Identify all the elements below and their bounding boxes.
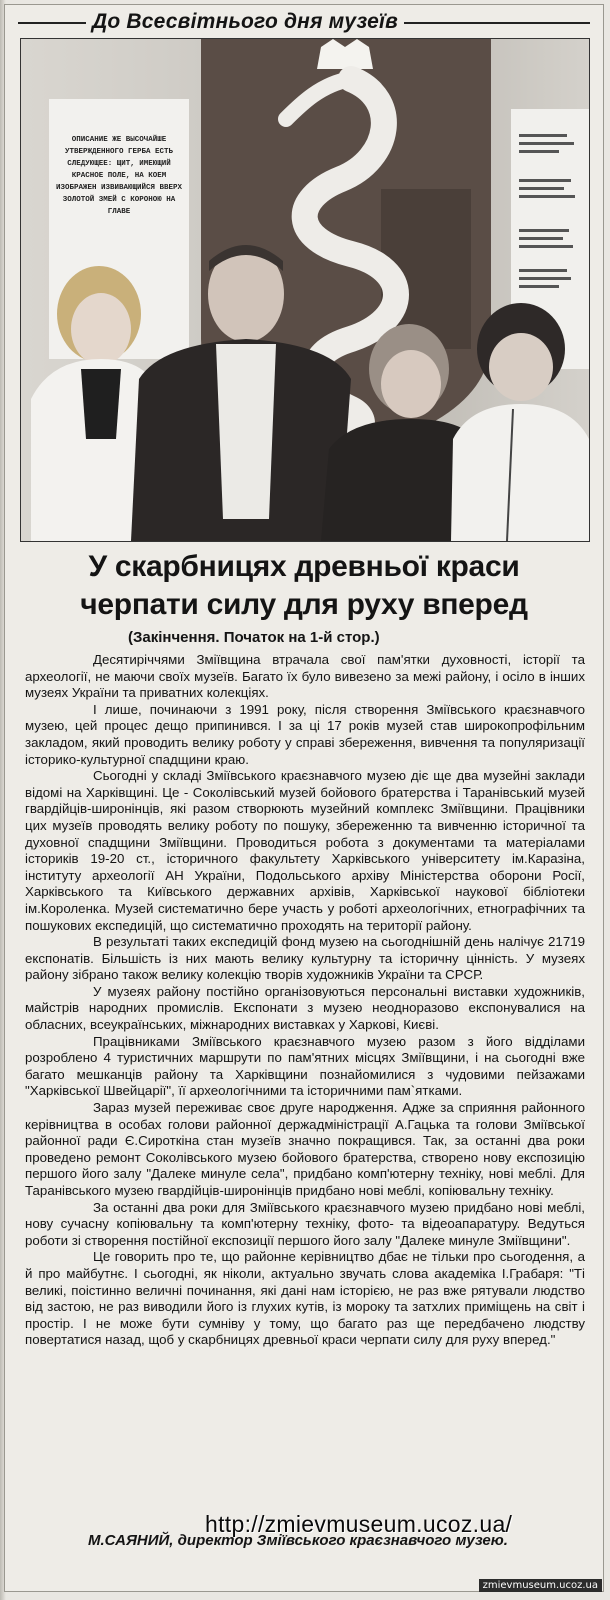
article-paragraph: Сьогодні у складі Зміївського краєзнавчого музею діє ще два музейні заклади відомі на Харківщині. Це - Соколівський музей бойового братерства і Таранівський музей гвардійців-широнінців, які разом створюють музейний комплекс Зміївщини. Працівники цих музеїв проводять велику роботу по пошуку, збереженню та вивченню історичної та духовної спадщини Зміївщини. Проводиться робота з документами та матеріалами істориків 19-20 ст., історичного факультету Харківського університету ім.Каразіна, інституту археології АН України, Подольського архіву Міністерства оборони Росії, Харківського та Київського державних архівів, Харківської наукової бібліотеки ім.Короленка. Музей систематично бере участь у роботі археологічних, етнографічних та пошукових експедицій, що систематично проходять на території району.: [25, 768, 585, 933]
article-paragraph: Це говорить про те, що районне керівництво дбає не тільки про сьогодення, а й про майбутнє. І сьогодні, як ніколи, актуально звучать слова академіка І.Грабаря: "Ті великі, поістинно величні починання, які дані нам історією, не раз вже рятували людство від застою, не раз виводили його із глухих кутів, із мороку та затхлих приміщень на світ і простір. І не може бути сумніву у тому, що багато раз ще передбачено людству повертатися назад, щоб у скарбницях древньої краси черпати силу для руху вперед.": [25, 1249, 585, 1348]
group-photo: [20, 38, 590, 542]
article-paragraph: І лише, починаючи з 1991 року, після створення Зміївського краєзнавчого музею, цей процес дещо припинився. І за ці 17 років музей став широкопрофільним закладом, який проводить велику роботу у справі збереження, вивчення та популяризації історико-культурної спадщини краю.: [25, 701, 585, 767]
photo-illustration: [21, 39, 589, 541]
article-paragraph: Працівниками Зміївського краєзнавчого музею разом з його відділами розроблено 4 туристичних маршрути по пам'ятних місцях Зміївщини, і на сьогодні вже багато мешканців району та Харківщини познайомилися з чудовими пейзажами "Харківської Швейцарії", її археологічними та історичними пам`ятками.: [25, 1033, 585, 1099]
article-paragraph: За останні два роки для Зміївського краєзнавчого музею придбано нові меблі, нову сучасну копіювальну та комп'ютерну техніку, фото- та відеоапаратуру. Ведуться роботи зі створення постійної експозиції першого його залу "Далеке минуле Зміївщини".: [25, 1199, 585, 1248]
rubric-header: [8, 8, 600, 38]
headline-line-1: У скарбницях древньої краси: [88, 550, 520, 583]
article-paragraph: Десятиріччями Зміївщина втрачала свої пам'ятки духовності, історії та археології, не маючи своїх музеїв. Багато їх було вивезено за межі району, і осіло в інших музеях України та приватних колекціях.: [25, 652, 585, 701]
article-continuation-note: (Закінчення. Початок на 1-й стор.): [128, 629, 380, 646]
poster-left-text: ОПИСАНИЕ ЖЕ ВЫСОЧАЙШЕ УТВЕРЖДЕННОГО ГЕРБА ЕСТЬ СЛЕДУЮЩЕЕ: ЩИТ, ИМЕЮЩИЙ КРАСНОЕ ПОЛЕ, НА КОЕМ ИЗОБРАЖЕН ИЗВИВАЮЩИЙСЯ ВВЕРХ ЗОЛОТОЙ ЗМЕЙ С КОРОНОЮ НА ГЛАВЕ: [55, 136, 183, 216]
article-paragraph: В результаті таких експедицій фонд музею на сьогоднішній день налічує 21719 експонатів. Більшість із них мають велику культурну та історичну цінність. У музеях району зібрано також велику колекцію творів художників України та СРСР.: [25, 934, 585, 983]
article-body: [25, 652, 585, 1349]
headline-line-2: черпати силу для руху вперед: [80, 588, 528, 621]
site-watermark: zmievmuseum.ucoz.ua: [479, 1579, 602, 1592]
article-headline: [20, 548, 588, 624]
author-signature: М.САЯНИЙ, директор Зміївського краєзнавчого музею.: [88, 1532, 508, 1549]
article-paragraph: Зараз музей переживає своє друге народження. Адже за сприяння районного керівництва в особах голови районної держадміністрації А.Гацька та голови Зміївської районної ради Є.Сироткіна стан музеїв значно покращився. Так, за останні два роки проведено ремонт Соколівського музею бойового братерства, створено нову експозицію першого його залу "Далеке минуле села", придбано комп'ютерну техніку, нові меблі. Для Таранівського музею гвардійців-широнінців придбано нові меблі, копіювальну техніку.: [25, 1100, 585, 1198]
rubric-title: До Всесвітнього дня музеїв: [86, 10, 404, 34]
source-url-link[interactable]: http://zmievmuseum.ucoz.ua/: [205, 1511, 513, 1537]
article-paragraph: У музеях району постійно організовуються персональні виставки художників, майстрів народних промислів. Експонати з музею неодноразово експонувалися на обласних, всеукраїнських, міжнародних виставках у Харкові, Києві.: [25, 983, 585, 1033]
